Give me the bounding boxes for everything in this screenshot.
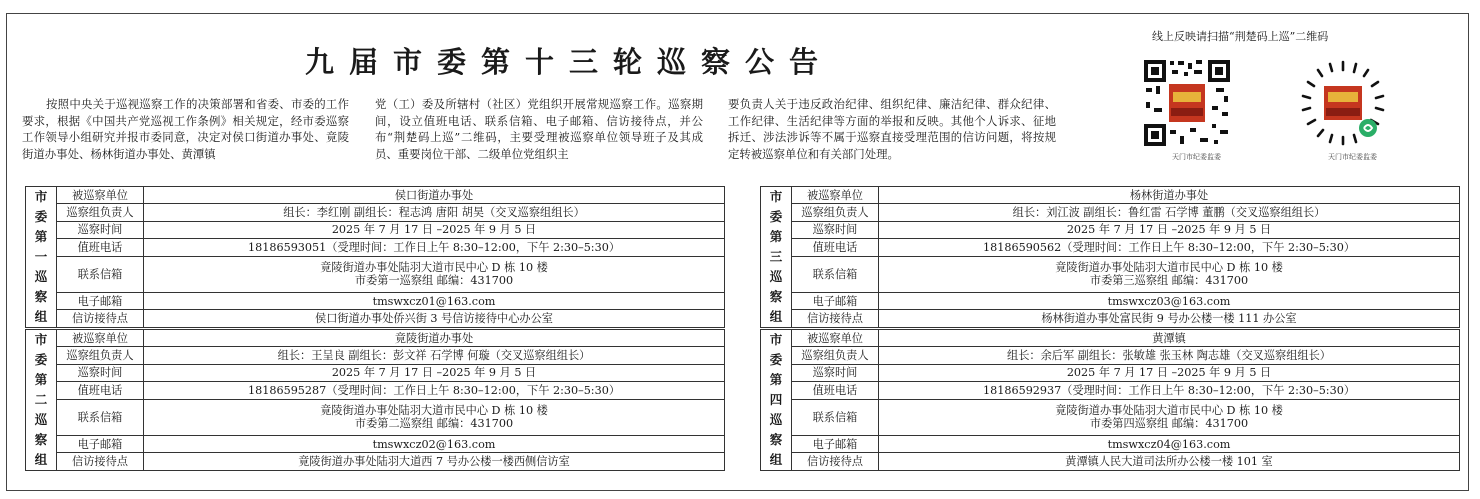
group-reception: 杨林街道办事处富民街 9 号办公楼一楼 111 办公室 bbox=[879, 310, 1460, 328]
intro-paragraph-col1: 按照中央关于巡视巡察工作的决策部署和省委、市委的工作要求，根据《中国共产党巡视工作条例》相关规定，经市委巡察工作领导小组研究并报市委同意，决定对侯口街道办事处、竟陵街道办事处、杨林街道办事处、黄潭镇 bbox=[22, 97, 349, 161]
inspection-group-table-3 bbox=[760, 186, 1460, 328]
inspection-group-table-4 bbox=[760, 329, 1460, 471]
group-email[interactable]: tmswxcz02@163.com bbox=[144, 436, 725, 453]
label-unit: 被巡察单位 bbox=[792, 187, 879, 204]
label-mailbox: 联系信箱 bbox=[57, 256, 144, 292]
mailbox-recipient: 市委第三巡察组 邮编：431700 bbox=[1089, 274, 1249, 288]
group-time: 2025 年 7 月 17 日 –2025 年 9 月 5 日 bbox=[144, 364, 725, 381]
group-mailbox bbox=[879, 256, 1460, 292]
group-email[interactable]: tmswxcz03@163.com bbox=[879, 293, 1460, 310]
group-email[interactable]: tmswxcz04@163.com bbox=[879, 436, 1460, 453]
group-phone[interactable]: 18186593051（受理时间：工作日上午 8:30–12:00，下午 2:30–5:30） bbox=[144, 239, 725, 256]
label-time: 巡察时间 bbox=[57, 364, 144, 381]
group-name: 市委第一巡察组 bbox=[26, 187, 57, 328]
group-leader: 组长：刘江波 副组长：鲁红雷 石学博 董鹏（交叉巡察组组长） bbox=[879, 204, 1460, 221]
qr-label-2: 天门市纪委监委 bbox=[1328, 153, 1377, 161]
label-unit: 被巡察单位 bbox=[792, 330, 879, 347]
intro-paragraph-col3: 要负责人关于违反政治纪律、组织纪律、廉洁纪律、群众纪律、工作纪律、生活纪律等方面的举报和反映。其他个人诉求、征地拆迁、涉法涉诉等不属于巡察直接受理范围的信访问题，将按规定转被巡察单位和有关部门处理。 bbox=[728, 97, 1056, 161]
label-unit: 被巡察单位 bbox=[57, 187, 144, 204]
label-email: 电子邮箱 bbox=[792, 293, 879, 310]
label-leader: 巡察组负责人 bbox=[792, 204, 879, 221]
label-reception: 信访接待点 bbox=[57, 310, 144, 328]
label-unit: 被巡察单位 bbox=[57, 330, 144, 347]
label-time: 巡察时间 bbox=[792, 221, 879, 238]
group-reception: 竟陵街道办事处陆羽大道西 7 号办公楼一楼西侧信访室 bbox=[144, 453, 725, 471]
group-reception: 侯口街道办事处侨兴街 3 号信访接待中心办公室 bbox=[144, 310, 725, 328]
group-phone[interactable]: 18186595287（受理时间：工作日上午 8:30–12:00，下午 2:30–5:30） bbox=[144, 382, 725, 399]
qr-code-square-icon[interactable] bbox=[1142, 58, 1232, 148]
label-mailbox: 联系信箱 bbox=[792, 399, 879, 435]
group-leader: 组长：余后军 副组长：张敏雄 张玉林 陶志雄（交叉巡察组组长） bbox=[879, 347, 1460, 364]
mailbox-address: 竟陵街道办事处陆羽大道市民中心 D 栋 10 楼 bbox=[320, 260, 548, 274]
inspection-group-table-2 bbox=[25, 329, 725, 471]
group-unit: 竟陵街道办事处 bbox=[144, 330, 725, 347]
group-name: 市委第四巡察组 bbox=[761, 330, 792, 471]
mini-program-code-icon[interactable] bbox=[1298, 58, 1388, 148]
label-email: 电子邮箱 bbox=[57, 293, 144, 310]
mailbox-recipient: 市委第二巡察组 邮编：431700 bbox=[354, 417, 514, 431]
label-phone: 值班电话 bbox=[792, 239, 879, 256]
mailbox-address: 竟陵街道办事处陆羽大道市民中心 D 栋 10 楼 bbox=[320, 403, 548, 417]
label-email: 电子邮箱 bbox=[57, 436, 144, 453]
group-email[interactable]: tmswxcz01@163.com bbox=[144, 293, 725, 310]
mailbox-address: 竟陵街道办事处陆羽大道市民中心 D 栋 10 楼 bbox=[1055, 403, 1283, 417]
label-email: 电子邮箱 bbox=[792, 436, 879, 453]
group-name: 市委第二巡察组 bbox=[26, 330, 57, 471]
label-leader: 巡察组负责人 bbox=[57, 347, 144, 364]
group-unit: 侯口街道办事处 bbox=[144, 187, 725, 204]
group-phone[interactable]: 18186592937（受理时间：工作日上午 8:30–12:00，下午 2:30–5:30） bbox=[879, 382, 1460, 399]
label-mailbox: 联系信箱 bbox=[57, 399, 144, 435]
label-leader: 巡察组负责人 bbox=[792, 347, 879, 364]
group-leader: 组长：王呈良 副组长：彭文祥 石学博 何璇（交叉巡察组组长） bbox=[144, 347, 725, 364]
label-reception: 信访接待点 bbox=[57, 453, 144, 471]
label-reception: 信访接待点 bbox=[792, 453, 879, 471]
mailbox-recipient: 市委第一巡察组 邮编：431700 bbox=[354, 274, 514, 288]
label-phone: 值班电话 bbox=[792, 382, 879, 399]
group-time: 2025 年 7 月 17 日 –2025 年 9 月 5 日 bbox=[144, 221, 725, 238]
intro-paragraph-col2: 党（工）委及所辖村（社区）党组织开展常规巡察工作。巡察期间，设立值班电话、联系信箱、电子邮箱、信访接待点，并公布“荆楚码上巡”二维码，主要受理被巡察单位领导班子及其成员、重要岗位干部、二级单位党组织主 bbox=[375, 97, 703, 161]
label-mailbox: 联系信箱 bbox=[792, 256, 879, 292]
qr-label-1: 天门市纪委监委 bbox=[1172, 153, 1221, 161]
group-reception: 黄潭镇人民大道司法所办公楼一楼 101 室 bbox=[879, 453, 1460, 471]
group-leader: 组长：李红刚 副组长：程志鸿 唐阳 胡昊（交叉巡察组组长） bbox=[144, 204, 725, 221]
group-time: 2025 年 7 月 17 日 –2025 年 9 月 5 日 bbox=[879, 364, 1460, 381]
notice-title: 九届市委第十三轮巡察公告 bbox=[305, 45, 834, 79]
label-phone: 值班电话 bbox=[57, 382, 144, 399]
group-time: 2025 年 7 月 17 日 –2025 年 9 月 5 日 bbox=[879, 221, 1460, 238]
group-unit: 杨林街道办事处 bbox=[879, 187, 1460, 204]
label-time: 巡察时间 bbox=[792, 364, 879, 381]
mailbox-address: 竟陵街道办事处陆羽大道市民中心 D 栋 10 楼 bbox=[1055, 260, 1283, 274]
group-mailbox bbox=[144, 399, 725, 435]
group-name: 市委第三巡察组 bbox=[761, 187, 792, 328]
group-unit: 黄潭镇 bbox=[879, 330, 1460, 347]
label-phone: 值班电话 bbox=[57, 239, 144, 256]
inspection-group-table-1 bbox=[25, 186, 725, 328]
label-time: 巡察时间 bbox=[57, 221, 144, 238]
group-phone[interactable]: 18186590562（受理时间：工作日上午 8:30–12:00，下午 2:30–5:30） bbox=[879, 239, 1460, 256]
group-mailbox bbox=[879, 399, 1460, 435]
group-mailbox bbox=[144, 256, 725, 292]
mailbox-recipient: 市委第四巡察组 邮编：431700 bbox=[1089, 417, 1249, 431]
label-leader: 巡察组负责人 bbox=[57, 204, 144, 221]
qr-caption: 线上反映请扫描“荆楚码上巡”二维码 bbox=[1152, 30, 1329, 43]
label-reception: 信访接待点 bbox=[792, 310, 879, 328]
